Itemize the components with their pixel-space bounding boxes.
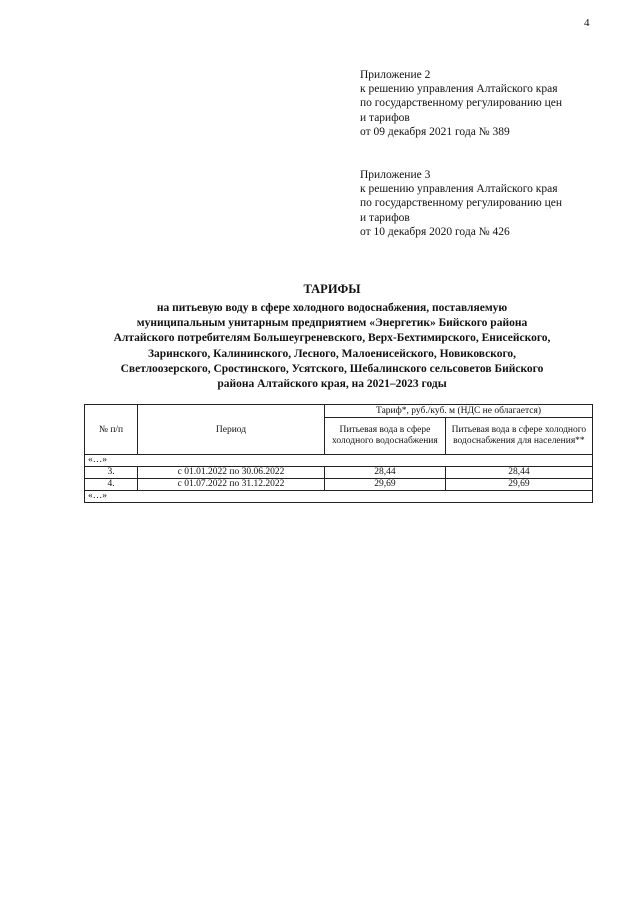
- col-header-drinking-water: Питьевая вода в сфере холодного водоснабжения: [325, 418, 446, 455]
- cell-number: 4.: [85, 479, 138, 491]
- cell-number: 3.: [85, 467, 138, 479]
- subtitle-line: на питьевую воду в сфере холодного водоснабжения, поставляемую: [156, 302, 508, 314]
- table-row-omitted: [85, 455, 593, 467]
- subtitle-line: района Алтайского края, на 2021–2023 годы: [217, 378, 447, 391]
- appendix-3-line: и тарифов: [360, 211, 410, 224]
- subtitle-line: Заринского, Калининского, Лесного, Малоенисейского, Новиковского,: [147, 347, 517, 360]
- cell-period: с 01.01.2022 по 30.06.2022: [138, 467, 325, 479]
- cell-tariff-population: 29,69: [445, 479, 592, 491]
- appendix-2-line: Приложение 2: [360, 69, 431, 81]
- appendix-3-line: к решению управления Алтайского края: [360, 183, 558, 196]
- cell-period: с 01.07.2022 по 31.12.2022: [138, 479, 325, 491]
- appendix-2-line: по государственному регулированию цен: [360, 97, 563, 110]
- appendix-3-line: от 10 декабря 2020 года № 426: [360, 225, 510, 238]
- col-header-period: Период: [138, 405, 325, 455]
- appendix-2-line: от 09 декабря 2021 года № 389: [360, 125, 510, 138]
- omitted-marker: «…»: [85, 455, 593, 467]
- page-number: 4: [584, 17, 590, 29]
- appendix-2-header: [360, 68, 562, 139]
- col-header-number: № п/п: [85, 405, 138, 455]
- table-row: [85, 479, 593, 491]
- col-header-tariff-group: Тариф*, руб./куб. м (НДС не облагается): [325, 405, 593, 418]
- cell-tariff-population: 28,44: [445, 467, 592, 479]
- tariff-table: [84, 404, 593, 503]
- table-row: [85, 467, 593, 479]
- omitted-marker: «…»: [85, 491, 593, 503]
- cell-tariff-drinking-water: 29,69: [325, 479, 446, 491]
- appendix-3-header: [360, 168, 562, 239]
- cell-tariff-drinking-water: 28,44: [325, 467, 446, 479]
- appendix-3-line: Приложение 3: [360, 169, 431, 181]
- appendix-3-line: по государственному регулированию цен: [360, 197, 563, 210]
- appendix-2-line: и тарифов: [360, 111, 410, 124]
- subtitle-line: муниципальным унитарным предприятием «Энергетик» Бийского района: [136, 317, 528, 330]
- subtitle-line: Светлоозерского, Сростинского, Усятского, Шебалинского сельсоветов Бийского: [120, 362, 544, 375]
- document-subtitle: [60, 301, 604, 392]
- subtitle-line: Алтайского потребителям Большеугреневского, Верх-Бехтимирского, Енисейского,: [113, 332, 551, 345]
- table-row-omitted: [85, 491, 593, 503]
- appendix-2-line: к решению управления Алтайского края: [360, 83, 558, 96]
- document-title-block: [60, 282, 604, 392]
- document-title: ТАРИФЫ: [303, 282, 361, 296]
- col-header-drinking-water-population: Питьевая вода в сфере холодного водоснабжения для населения**: [445, 418, 592, 455]
